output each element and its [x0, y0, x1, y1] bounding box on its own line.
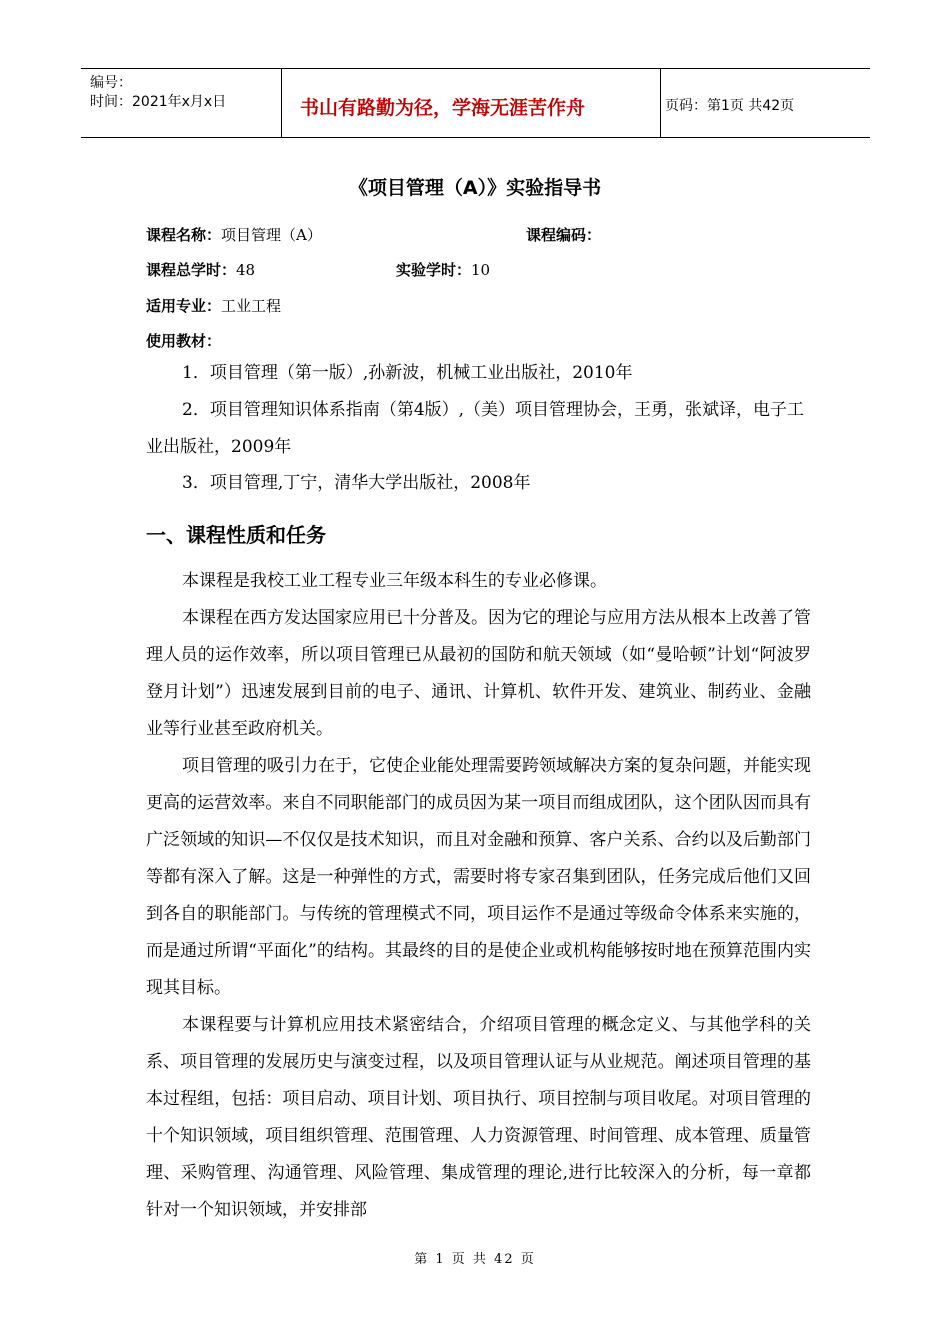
header-info-cell	[81, 69, 282, 137]
major-label: 适用专业：	[146, 297, 222, 315]
header-motto-cell	[282, 69, 661, 137]
lab-hours-label: 实验学时：	[396, 261, 472, 279]
header-page-code: 页码：第1页 共42页	[665, 98, 795, 114]
total-hours-value: 48	[236, 261, 256, 279]
document-date: 时间：2021年x月x日	[90, 94, 227, 110]
textbook-item: 2．项目管理知识体系指南（第4版）,（美）项目管理协会，王勇，张斌译，电子工业出版社，2009年	[146, 400, 805, 457]
total-hours-label: 课程总学时：	[146, 261, 237, 279]
major-value: 工业工程	[221, 297, 282, 315]
textbook-item: 3．项目管理,丁宁，清华大学出版社，2008年	[182, 473, 531, 493]
document-title: 《项目管理（A）》实验指导书	[348, 177, 602, 199]
body-paragraph: 本课程要与计算机应用技术紧密结合，介绍项目管理的概念定义、与其他学科的关系、项目管理的发展历史与演变过程，以及项目管理认证与从业规范。阐述项目管理的基本过程组，包括：项目启动、项目计划、项目执行、项目控制与项目收尾。对项目管理的十个知识领域，项目组织管理、范围管理、人力资源管理、时间管理、成本管理、质量管理、采购管理、沟通管理、风险管理、集成管理的理论,进行比较深入的分析，每一章都针对一个知识领域，并安排部	[146, 1015, 811, 1220]
body-paragraph: 项目管理的吸引力在于，它使企业能处理需要跨领域解决方案的复杂问题，并能实现更高的运营效率。来自不同职能部门的成员因为某一项目而组成团队，这个团队因而具有广泛领域的知识—不仅仅是技术知识，而且对金融和预算、客户关系、合约以及后勤部门等都有深入了解。这是一种弹性的方式，需要时将专家召集到团队，任务完成后他们又回到各自的职能部门。与传统的管理模式不同，项目运作不是通过等级命令体系来实施的，而是通过所谓“平面化”的结构。其最终的目的是使企业或机构能够按时地在预算范围内实现其目标。	[146, 756, 811, 998]
textbook-item: 1．项目管理（第一版）,孙新波，机械工业出版社，2010年	[182, 363, 633, 383]
textbook-label: 使用教材：	[146, 332, 222, 350]
section-heading: 一、课程性质和任务	[146, 523, 326, 547]
header-motto: 书山有路勤为径，学海无涯苦作舟	[300, 97, 586, 119]
course-code-label: 课程编码：	[526, 226, 602, 244]
body-paragraph: 本课程在西方发达国家应用已十分普及。因为它的理论与应用方法从根本上改善了管理人员的运作效率，所以项目管理已从最初的国防和航天领域（如“曼哈顿”计划“阿波罗登月计划”）迅速发展到目前的电子、通讯、计算机、软件开发、建筑业、制药业、金融业等行业甚至政府机关。	[146, 608, 811, 739]
page-header	[81, 68, 870, 138]
header-page-cell	[661, 69, 870, 137]
document-number-label: 编号：	[90, 75, 132, 91]
total-hours-row	[146, 259, 255, 280]
course-name-label: 课程名称：	[146, 226, 222, 244]
course-name-value: 项目管理（A）	[221, 226, 322, 244]
course-code-row	[526, 224, 601, 245]
lab-hours-row	[396, 259, 490, 280]
page-footer: 第 1 页 共 42 页	[414, 1252, 536, 1267]
lab-hours-value: 10	[471, 261, 491, 279]
textbook-row	[146, 330, 221, 351]
body-paragraph: 本课程是我校工业工程专业三年级本科生的专业必修课。	[182, 571, 607, 591]
course-name-row	[146, 224, 322, 245]
major-row	[146, 295, 281, 316]
